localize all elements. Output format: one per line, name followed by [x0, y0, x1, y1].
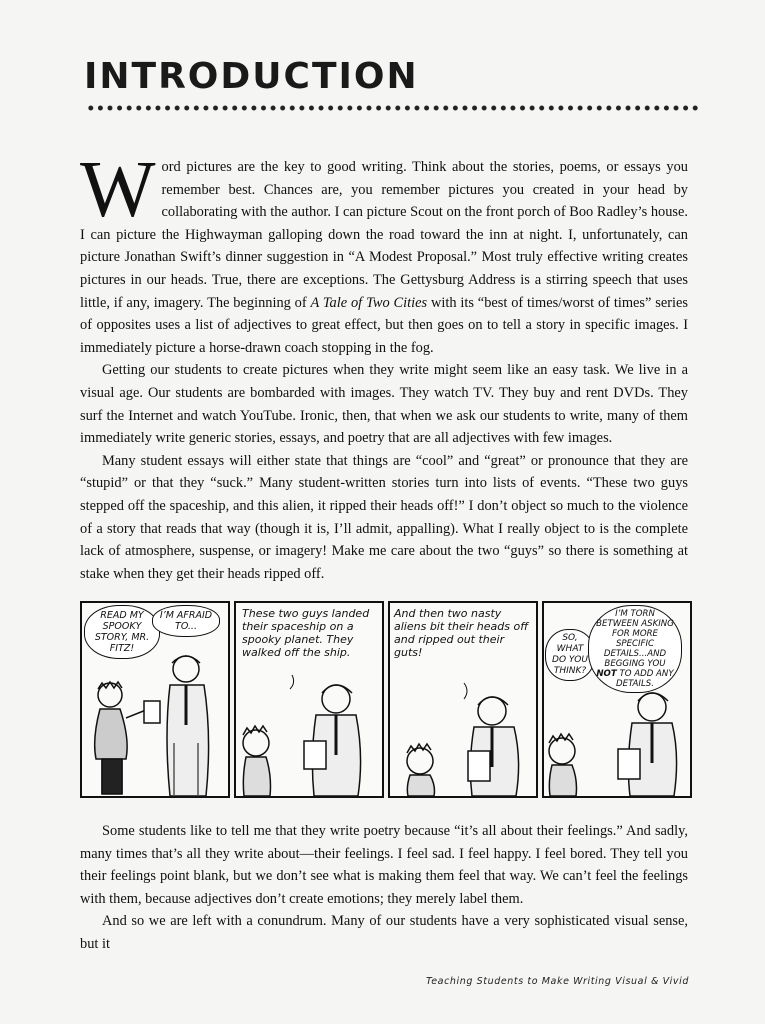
paragraph-2: Getting our students to create pictures when they write might seem like an easy task. We live in a visual age. Our students are bombarded with images. They watch TV. They buy and rent DVDs. They surf the Internet and watch YouTube. Ironic, then, that when we ask our students to write, many of them immediately write generic stories, essays, and poetry that are all adjectives with few images. [80, 362, 688, 447]
story-caption: And then two nasty aliens bit their heads off and ripped out their guts! [394, 607, 529, 659]
paragraph-4: Some students like to tell me that they write poetry because “it’s all about their feelings.” And sadly, many times that’s all they write about—their feelings. I feel sad. I feel happy. I feel bored. They tell you their feelings point blank, but we don’t see what is making them feel that way. We can’t feel the feelings with them, because adjectives don’t create emotions; they merely label them. [80, 823, 688, 907]
paragraph-1-tail: with its “best of times/worst of times” series of opposites uses a list of adjectives to great effect, but then goes on to tell a story in specific images. I immediately picture a horse-drawn coach stopping in the fog. [80, 294, 688, 356]
book-title: A Tale of Two Cities [310, 294, 428, 311]
dotted-rule [86, 101, 698, 115]
comic-panel-1 [80, 601, 230, 798]
comic-panel-2 [234, 601, 384, 798]
student-speech-bubble: READ MY SPOOKY STORY, MR. FITZ! [84, 605, 160, 659]
student-speech-bubble: SO, WHAT DO YOU THINK? [545, 629, 595, 681]
page-title: INTRODUCTION [84, 56, 419, 97]
teacher-speech-bubble: I’M TORN BETWEEN ASKING FOR MORE SPECIFIC DETAILS...AND BEGGING YOU NOT TO ADD ANY DETAILS. [588, 605, 682, 693]
comic-panel-3 [388, 601, 538, 798]
boy-listening-drawing [236, 603, 382, 796]
teacher-speech-bubble: I’M AFRAID TO... [152, 605, 220, 637]
student-and-teacher-drawing [82, 603, 228, 796]
running-footer: Teaching Students to Make Writing Visual & Vivid [425, 976, 689, 987]
comic-strip [80, 601, 692, 798]
drop-cap: W [80, 146, 156, 234]
emphasis-not: NOT [596, 669, 617, 679]
paragraph-5: And so we are left with a conundrum. Many of our students have a very sophisticated visual sense, but it [80, 913, 688, 952]
student-and-teacher-drawing [544, 603, 690, 796]
story-caption: These two guys landed their spaceship on a spooky planet. They walked off the ship. [242, 607, 370, 659]
boy-reading-drawing [390, 603, 536, 796]
paragraph-3: Many student essays will either state that things are “cool” and “great” or pronounce that they are “stupid” or that they “suck.” Many student-written stories turn into lists of events. “These two guys stepped off the spaceship, and this alien, it ripped their heads off!” I don’t object so much to the violence of a story that reads that way (though it is, I’ll admit, appalling). What I really object to is the complete lack of atmosphere, suspense, or imagery! Make me care about the two “guys” so there is something at stake when they get their heads ripped off. [80, 452, 688, 582]
paragraph-1 [80, 146, 688, 359]
comic-panel-4 [542, 601, 692, 798]
closing-text [80, 820, 688, 956]
paragraph-1-lead: ord pictures are the key to good writing. Think about the stories, poems, or essays you remember best. Chances are, you remember pictures you created in your head by collaborating with the author. I can picture Scout on the front porch of Boo Radley’s house. I can picture the Highwayman galloping down the road toward the inn at night. I, unfortunately, can picture Jonathan Swift’s dinner suggestion in “A Modest Proposal.” Most truly effective writing creates pictures in our heads. True, there are exceptions. The Gettysburg Address is a stirring speech that uses little, if any, imagery. The beginning of [80, 159, 688, 311]
intro-text [80, 146, 688, 585]
